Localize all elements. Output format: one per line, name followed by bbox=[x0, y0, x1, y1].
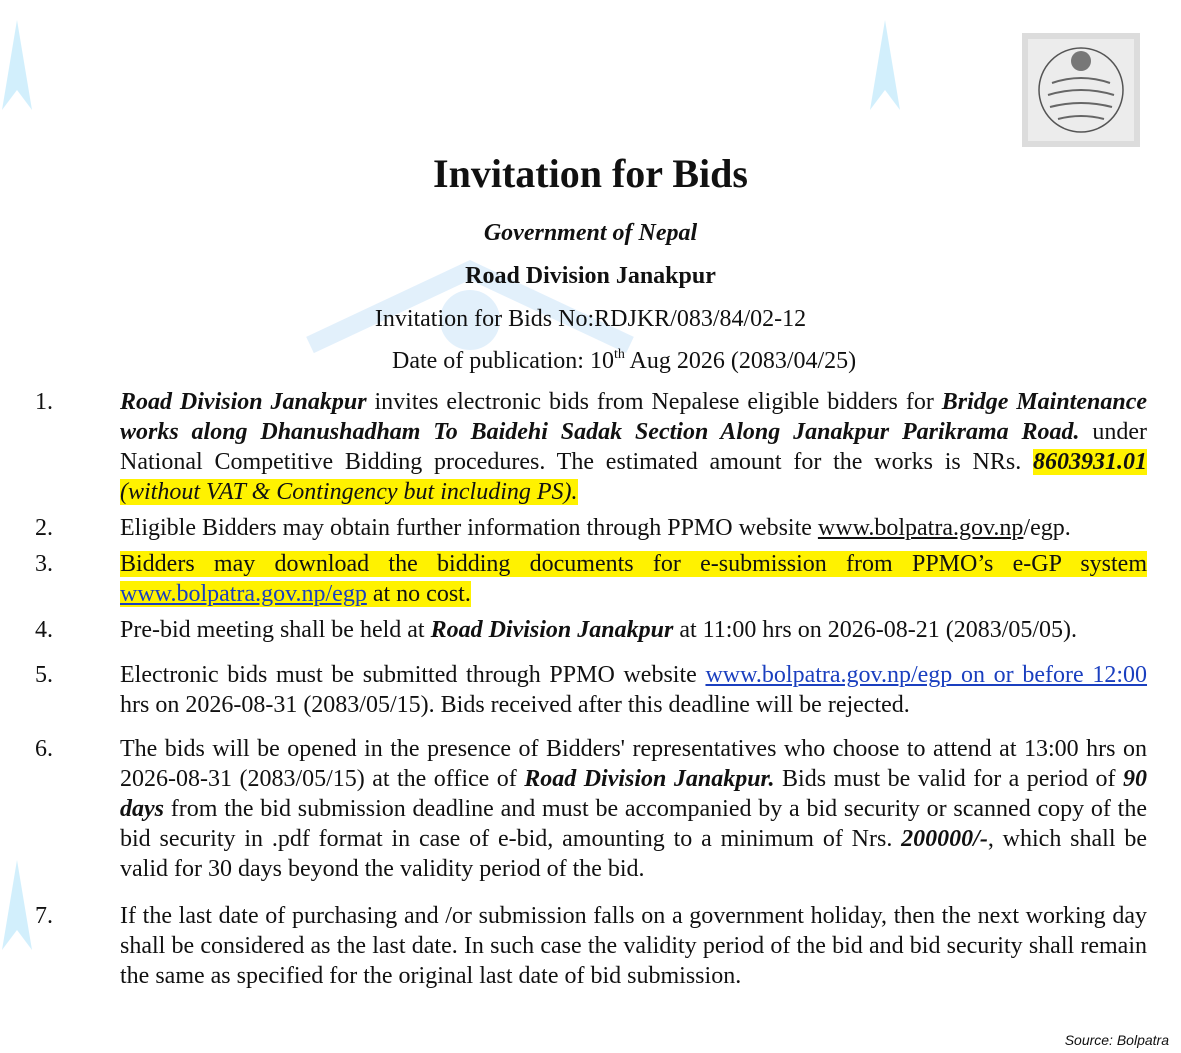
item-text bbox=[120, 513, 1147, 543]
publication-date-suffix: Aug 2026 (2083/04/25) bbox=[624, 348, 857, 374]
text-run: If the last date of purchasing and /or submission falls on a government holiday, then the next working day shall be considered as the last date. In such case the validity period of the bid and bid security shall remain the same as specified for the original last date of bid submission. bbox=[120, 903, 1147, 989]
office-name-inline: Road Division Janakpur bbox=[430, 617, 674, 643]
office-name-inline: Road Division Janakpur. bbox=[524, 766, 775, 792]
text-run: Bidders may download the bidding documents for e-submission from PPMO’s e-GP system bbox=[120, 551, 1147, 577]
official-seal-icon bbox=[1022, 33, 1140, 147]
item-number: 5. bbox=[35, 662, 53, 688]
text-run: from the bid submission deadline and must be accompanied by a bid security or scanned copy of the bid security in .pdf format in case of e-bid, amounting to a minimum of Nrs. bbox=[120, 796, 1147, 852]
item-number: 3. bbox=[35, 551, 53, 577]
text-run: Electronic bids must be submitted through PPMO website bbox=[120, 662, 706, 688]
text-run: hrs on 2026-08-31 (2083/05/15). Bids received after this deadline will be rejected. bbox=[120, 692, 910, 718]
item-number: 6. bbox=[35, 736, 53, 762]
item-text bbox=[120, 901, 1147, 991]
item-number: 2. bbox=[35, 515, 53, 541]
publication-date-sup: th bbox=[613, 347, 625, 362]
item-number: 1. bbox=[35, 389, 53, 415]
watermark-arrow-icon bbox=[2, 860, 32, 950]
item-text bbox=[120, 549, 1147, 609]
egp-link[interactable]: www.bolpatra.gov.np/egp bbox=[120, 581, 367, 607]
office-name: Road Division Janakpur bbox=[465, 263, 716, 289]
official-seal bbox=[1022, 33, 1140, 147]
ppmo-link[interactable]: www.bolpatra.gov.np bbox=[817, 515, 1024, 541]
source-caption: Source: Bolpatra bbox=[1064, 1032, 1169, 1048]
text-run: at 11:00 hrs on 2026-08-21 (2083/05/05). bbox=[673, 617, 1078, 643]
item-number: 7. bbox=[35, 903, 53, 929]
text-run: Bids must be valid for a period of bbox=[774, 766, 1123, 792]
item-number: 4. bbox=[35, 617, 53, 643]
item-text bbox=[120, 660, 1147, 720]
works-name: Bridge Maintenance works along Dhanushadham To Baidehi Sadak Section Along Janakpur Parikrama Road. bbox=[120, 389, 1148, 445]
item-text bbox=[120, 615, 1147, 645]
item-text bbox=[120, 734, 1147, 884]
text-run: under National Competitive Bidding procedures. The estimated amount for the works is NRs. bbox=[120, 419, 1147, 475]
bid-security-amount: 200000/- bbox=[901, 826, 988, 852]
submission-link[interactable]: www.bolpatra.gov.np/egp on or before 12:00 bbox=[705, 662, 1148, 688]
publication-date-prefix: Date of publication: 10 bbox=[392, 348, 614, 374]
watermark-arrow-icon bbox=[2, 20, 32, 110]
publication-date bbox=[392, 346, 856, 376]
office-name-inline: Road Division Janakpur bbox=[120, 389, 367, 415]
watermark-arrow-icon bbox=[870, 20, 900, 110]
text-run: /egp. bbox=[1023, 515, 1071, 541]
estimated-amount: 8603931.01 bbox=[1033, 449, 1147, 475]
text-run: Eligible Bidders may obtain further information through PPMO website bbox=[120, 515, 818, 541]
amount-note: (without VAT & Contingency but including PS). bbox=[120, 479, 578, 505]
item-text bbox=[120, 387, 1147, 507]
government-name: Government of Nepal bbox=[483, 220, 698, 246]
text-run: , which shall be valid for 30 days beyond the validity period of the bid. bbox=[120, 826, 1148, 882]
bid-number: Invitation for Bids No:RDJKR/083/84/02-12 bbox=[374, 306, 807, 332]
text-run: The bids will be opened in the presence of Bidders' representatives who choose to attend at 13:00 hrs on 2026-08-31 (2083/05/15) at the office of bbox=[120, 736, 1147, 792]
page-title: Invitation for Bids bbox=[433, 151, 748, 196]
text-run: at no cost. bbox=[366, 581, 471, 607]
text-run: Pre-bid meeting shall be held at bbox=[120, 617, 431, 643]
validity-days: 90 days bbox=[120, 766, 1147, 822]
text-run: invites electronic bids from Nepalese eligible bidders for bbox=[366, 389, 942, 415]
